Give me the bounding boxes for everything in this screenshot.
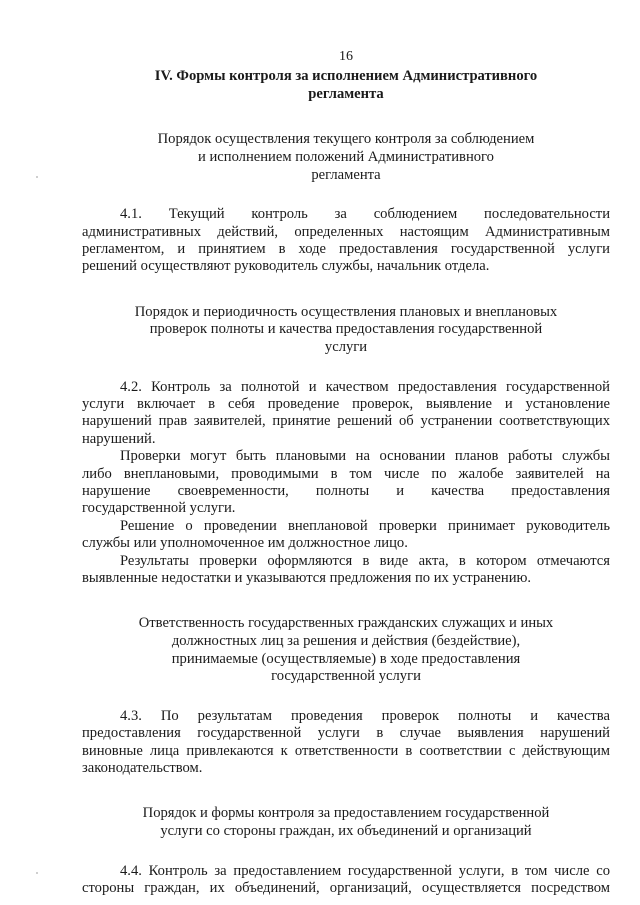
subheading-responsibility — [82, 615, 610, 685]
text-line: государственной услуги. — [82, 500, 236, 517]
text-line: услуги включает в себя проведение проверок, выявление и установление — [82, 396, 610, 412]
text-line: административных действий, определенных настоящим Административным — [82, 223, 610, 240]
text-line: законодательством. — [82, 760, 203, 777]
subheading-line: проверок полноты и качества предоставления государственной — [149, 321, 543, 338]
text-line: нарушений. — [82, 430, 156, 447]
text-line: стороны граждан, их объединений, организаций, осуществляется посредством — [82, 880, 610, 897]
subheading-public-control — [82, 805, 610, 840]
text-line: службы или уполномоченное им должностное лицо. — [82, 535, 408, 552]
text-line: Результаты проверки оформляются в виде акта, в котором отмечаются — [120, 552, 610, 569]
text-line: нарушений прав заявителей, принятие решений об устранении соответствующих — [82, 413, 610, 430]
subheading-line: государственной услуги — [271, 668, 421, 685]
document-page — [82, 48, 610, 897]
subheading-current-control — [82, 131, 610, 184]
text-line: 4.2. Контроль за полнотой и качеством предоставления государственной — [120, 378, 610, 395]
section-title-line: IV. Формы контроля за исполнением Административного — [154, 68, 538, 85]
subheading-line: и исполнением положений Административного — [198, 149, 494, 165]
text-line: решений осуществляют руководитель службы, начальник отдела. — [82, 258, 490, 275]
text-line: 4.1. Текущий контроль за соблюдением последовательности — [120, 206, 610, 223]
text-line: виновные лица привлекаются к ответственности в соответствии с действующим — [82, 742, 610, 759]
paragraph-4-2 — [82, 379, 610, 449]
text-line: Проверки могут быть плановыми на основании планов работы службы — [120, 448, 610, 465]
text-line: регламентом, и принятием в ходе предоставления государственной услуги — [82, 241, 610, 257]
text-line: нарушение своевременности, полноты и качества предоставления — [82, 483, 610, 500]
paragraph-unscheduled-decision — [82, 518, 610, 553]
scan-mark — [36, 176, 38, 178]
paragraph-inspections-types — [82, 448, 610, 518]
paragraph-results — [82, 553, 610, 588]
section-title — [82, 67, 610, 103]
text-line: предоставления государственной услуги в случае выявления нарушений — [82, 725, 610, 742]
subheading-line: регламента — [311, 166, 381, 183]
text-line: 4.3. По результатам проведения проверок полноты и качества — [120, 707, 610, 724]
subheading-line: услуги со стороны граждан, их объединений и организаций — [160, 823, 532, 840]
text-line: Решение о проведении внеплановой проверки принимает руководитель — [120, 517, 610, 534]
scan-mark — [36, 872, 38, 874]
subheading-line: Порядок и формы контроля за предоставлением государственной — [142, 805, 550, 822]
subheading-line: Порядок осуществления текущего контроля за соблюдением — [157, 131, 535, 148]
text-line: либо внеплановыми, проводимыми в том числе по жалобе заявителей на — [82, 465, 610, 482]
subheading-line: принимаемые (осуществляемые) в ходе предоставления — [171, 650, 521, 667]
section-title-line: регламента — [308, 86, 384, 103]
page-number: 16 — [339, 49, 353, 64]
text-line: 4.4. Контроль за предоставлением государственной услуги, в том числе со — [120, 862, 610, 879]
paragraph-4-1 — [82, 206, 610, 276]
subheading-line: Порядок и периодичность осуществления плановых и внеплановых — [134, 303, 558, 320]
subheading-inspections — [82, 304, 610, 357]
subheading-line: должностных лиц за решения и действия (бездействие), — [171, 633, 521, 650]
paragraph-4-4 — [82, 863, 610, 898]
subheading-line: Ответственность государственных гражданских служащих и иных — [138, 615, 554, 632]
text-line: выявленные недостатки и указываются предложения по их устранению. — [82, 570, 532, 587]
paragraph-4-3 — [82, 708, 610, 778]
subheading-line: услуги — [324, 339, 368, 355]
